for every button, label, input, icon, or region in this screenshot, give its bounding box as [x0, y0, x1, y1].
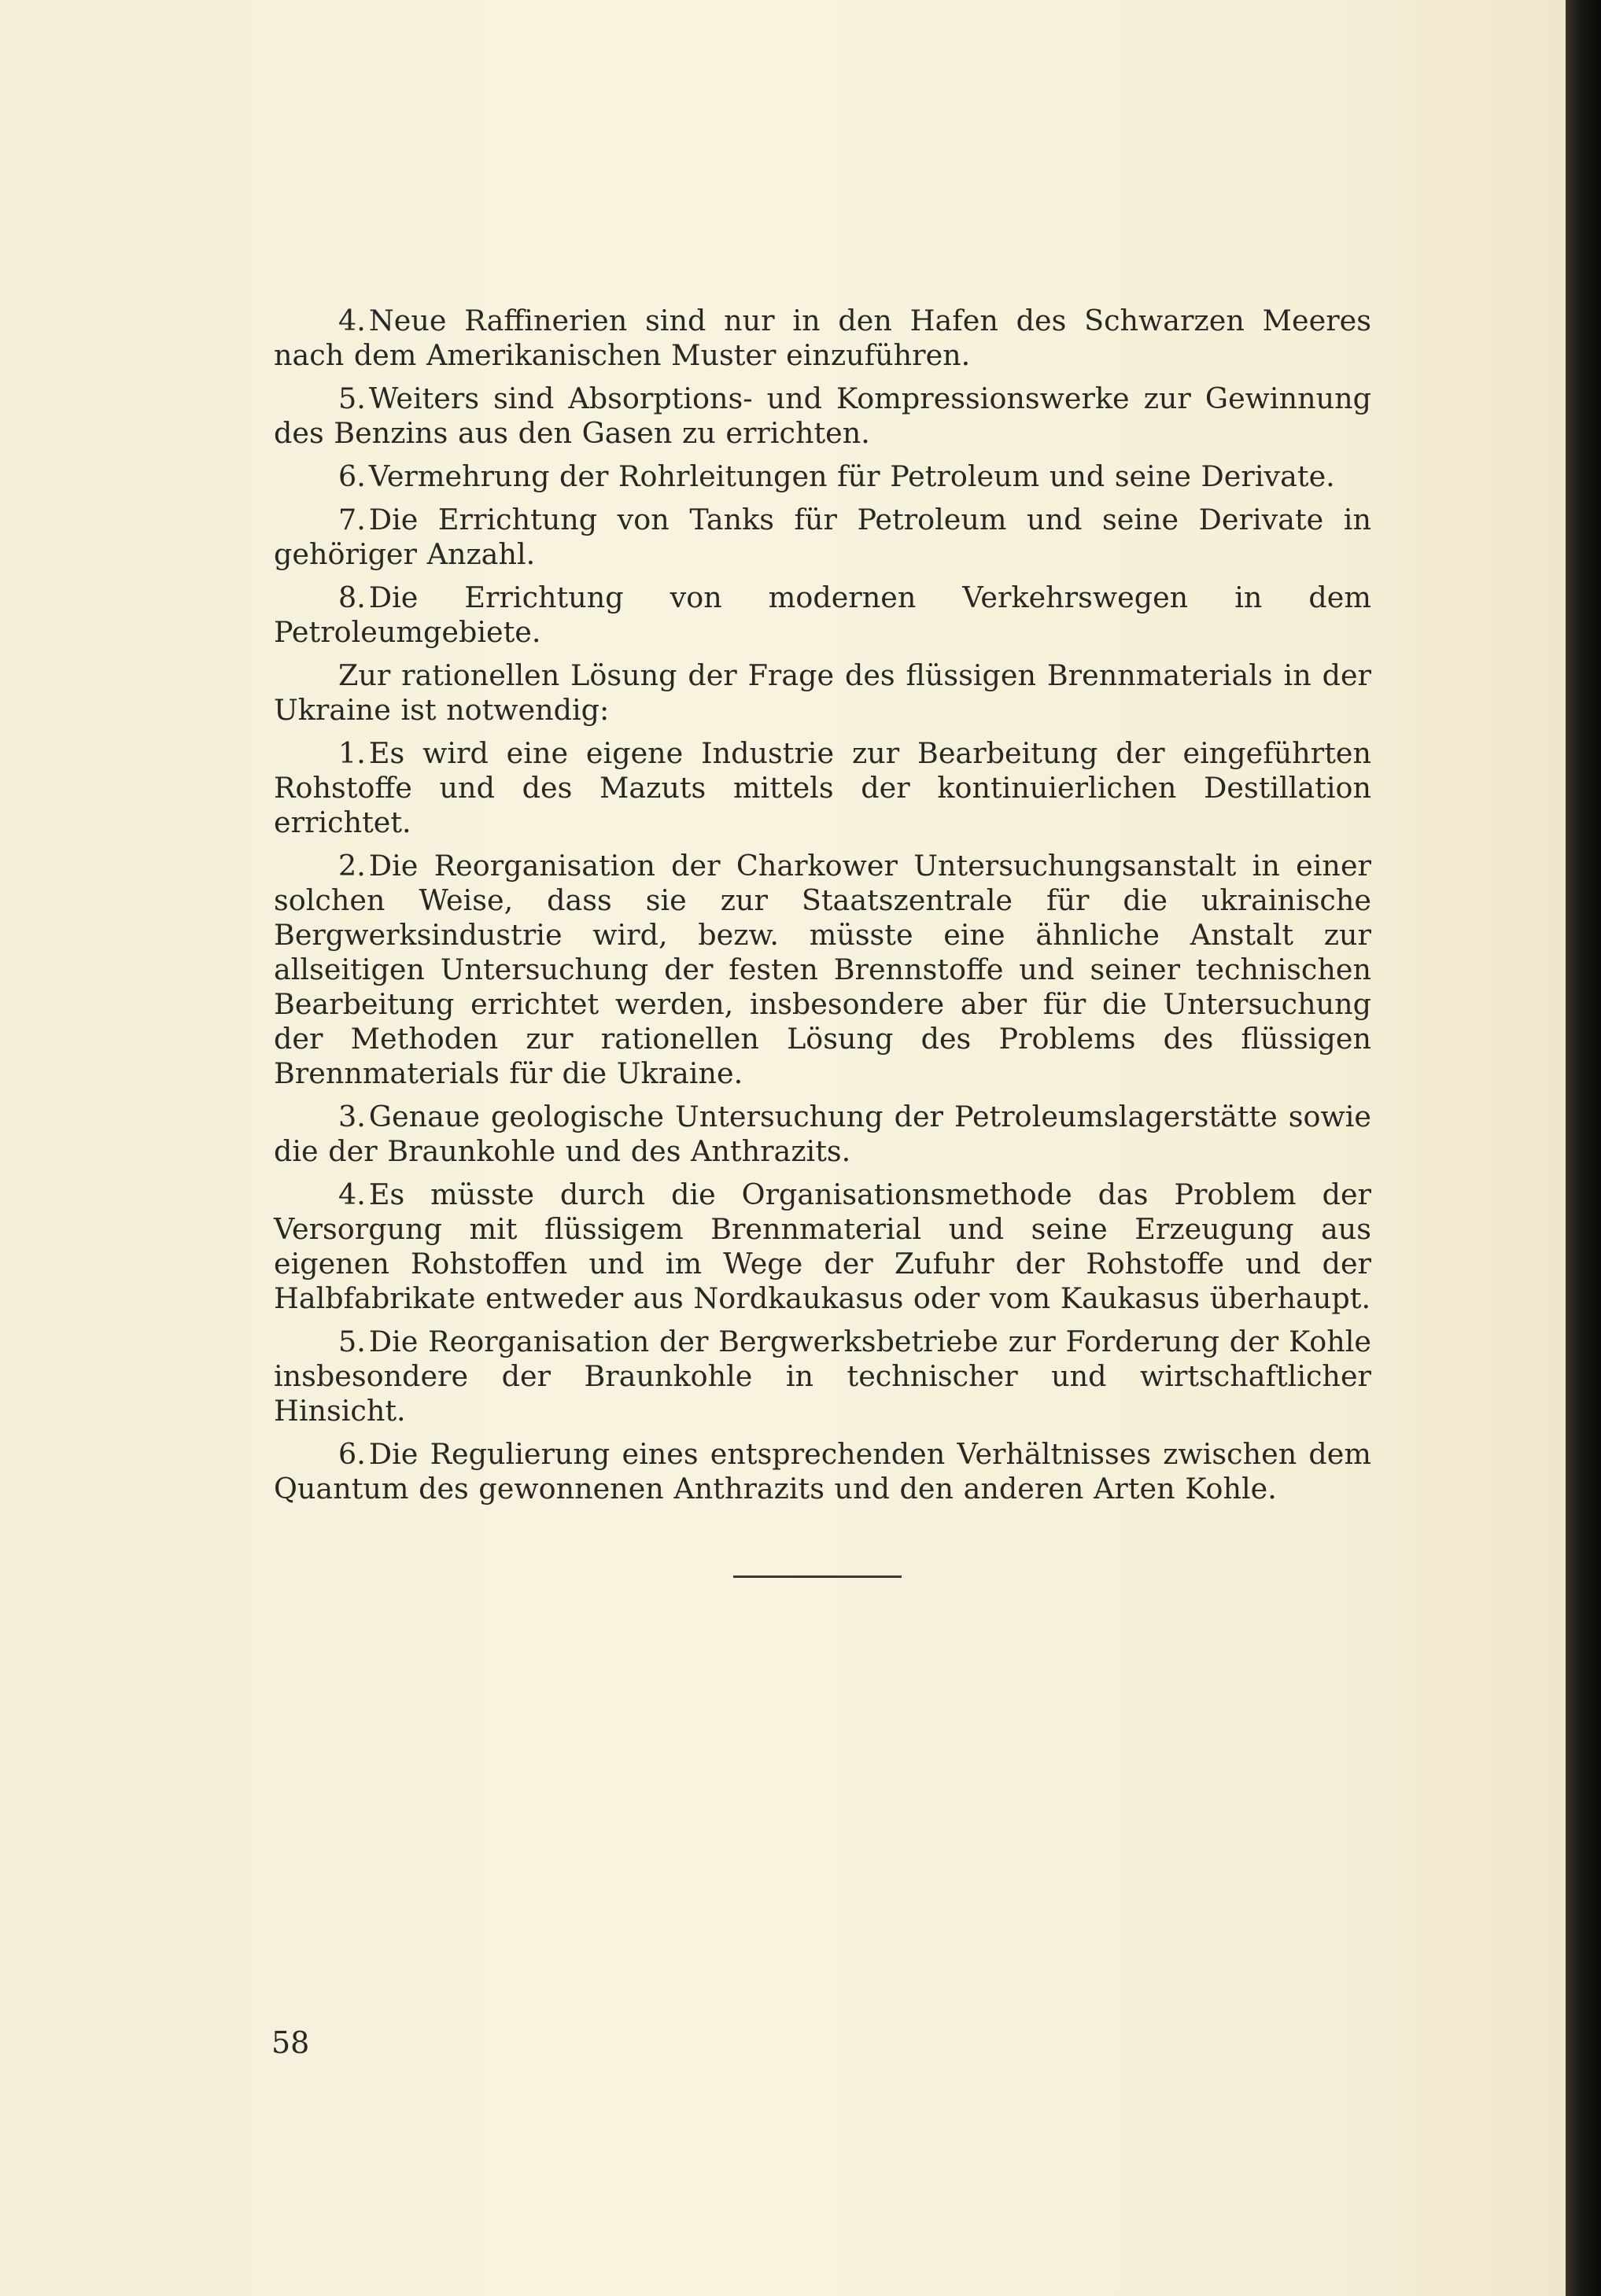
- body-text: [274, 304, 1371, 1515]
- page-number: 58: [271, 2025, 310, 2060]
- item-text: Genaue geologische Untersuchung der Petroleumslagerstätte sowie die der Braunkohle und des Anthrazits.: [274, 1100, 1371, 1168]
- list-item: [274, 1325, 1371, 1428]
- item-number: 5.: [338, 1325, 366, 1358]
- item-number: 6.: [338, 1437, 366, 1471]
- item-number: 4.: [338, 304, 366, 337]
- list-item: [274, 503, 1371, 572]
- item-text: Es müsste durch die Organisationsmethode das Problem der Versorgung mit flüssigem Brennmaterial und seine Erzeugung aus eigenen Rohstoffen und im Wege der Zufuhr der Rohstoffe und der Halbfabrikate entweder aus Nordkaukasus oder vom Kaukasus überhaupt.: [274, 1177, 1371, 1315]
- item-number: 1.: [338, 736, 366, 770]
- book-spine-shadow: [1566, 0, 1601, 2296]
- intro-paragraph: [274, 658, 1371, 728]
- item-text: Es wird eine eigene Industrie zur Bearbeitung der eingeführten Rohstoffe und des Mazuts mittels der kontinuierlichen Destillation errichtet.: [274, 736, 1371, 839]
- item-text: Die Regulierung eines entsprechenden Verhältnisses zwischen dem Quantum des gewonnenen Anthrazits und den anderen Arten Kohle.: [274, 1437, 1371, 1505]
- list-item: [274, 381, 1371, 451]
- item-number: 6.: [338, 459, 366, 493]
- item-text: Die Errichtung von Tanks für Petroleum und seine Derivate in gehöriger Anzahl.: [274, 503, 1371, 571]
- item-number: 3.: [338, 1100, 366, 1133]
- item-text: Weiters sind Absorptions- und Kompressionswerke zur Gewinnung des Benzins aus den Gasen zu errichten.: [274, 381, 1371, 450]
- list-item: [274, 304, 1371, 373]
- item-number: 8.: [338, 580, 366, 614]
- item-text: Vermehrung der Rohrleitungen für Petroleum und seine Derivate.: [368, 459, 1335, 493]
- list-item: [274, 849, 1371, 1091]
- item-text: Zur rationellen Lösung der Frage des flüssigen Brennmaterials in der Ukraine ist notwendig:: [274, 658, 1371, 727]
- list-item: [274, 736, 1371, 840]
- item-number: 7.: [338, 503, 366, 536]
- section-divider: [733, 1576, 902, 1578]
- item-text: Die Errichtung von modernen Verkehrswegen in dem Petroleumgebiete.: [274, 580, 1371, 649]
- list-item: [274, 459, 1371, 494]
- item-number: 5.: [338, 381, 366, 415]
- item-text: Neue Raffinerien sind nur in den Hafen des Schwarzen Meeres nach dem Amerikanischen Muster einzuführen.: [274, 304, 1371, 372]
- list-item: [274, 580, 1371, 650]
- list-item: [274, 1177, 1371, 1316]
- list-item: [274, 1100, 1371, 1169]
- item-text: Die Reorganisation der Charkower Untersuchungsanstalt in einer solchen Weise, dass sie zur Staatszentrale für die ukrainische Bergwerksindustrie wird, bezw. müsste eine ähnliche Anstalt zur allseitigen Untersuchung der festen Brennstoffe und seiner technischen Bearbeitung errichtet werden, insbesondere aber für die Untersuchung der Methoden zur rationellen Lösung des Problems des flüssigen Brennmaterials für die Ukraine.: [274, 849, 1371, 1090]
- item-number: 4.: [338, 1177, 366, 1211]
- list-item: [274, 1437, 1371, 1506]
- item-text: Die Reorganisation der Bergwerksbetriebe zur Forderung der Kohle insbesondere der Braunkohle in technischer und wirtschaftlicher Hinsicht.: [274, 1325, 1371, 1428]
- item-number: 2.: [338, 849, 366, 883]
